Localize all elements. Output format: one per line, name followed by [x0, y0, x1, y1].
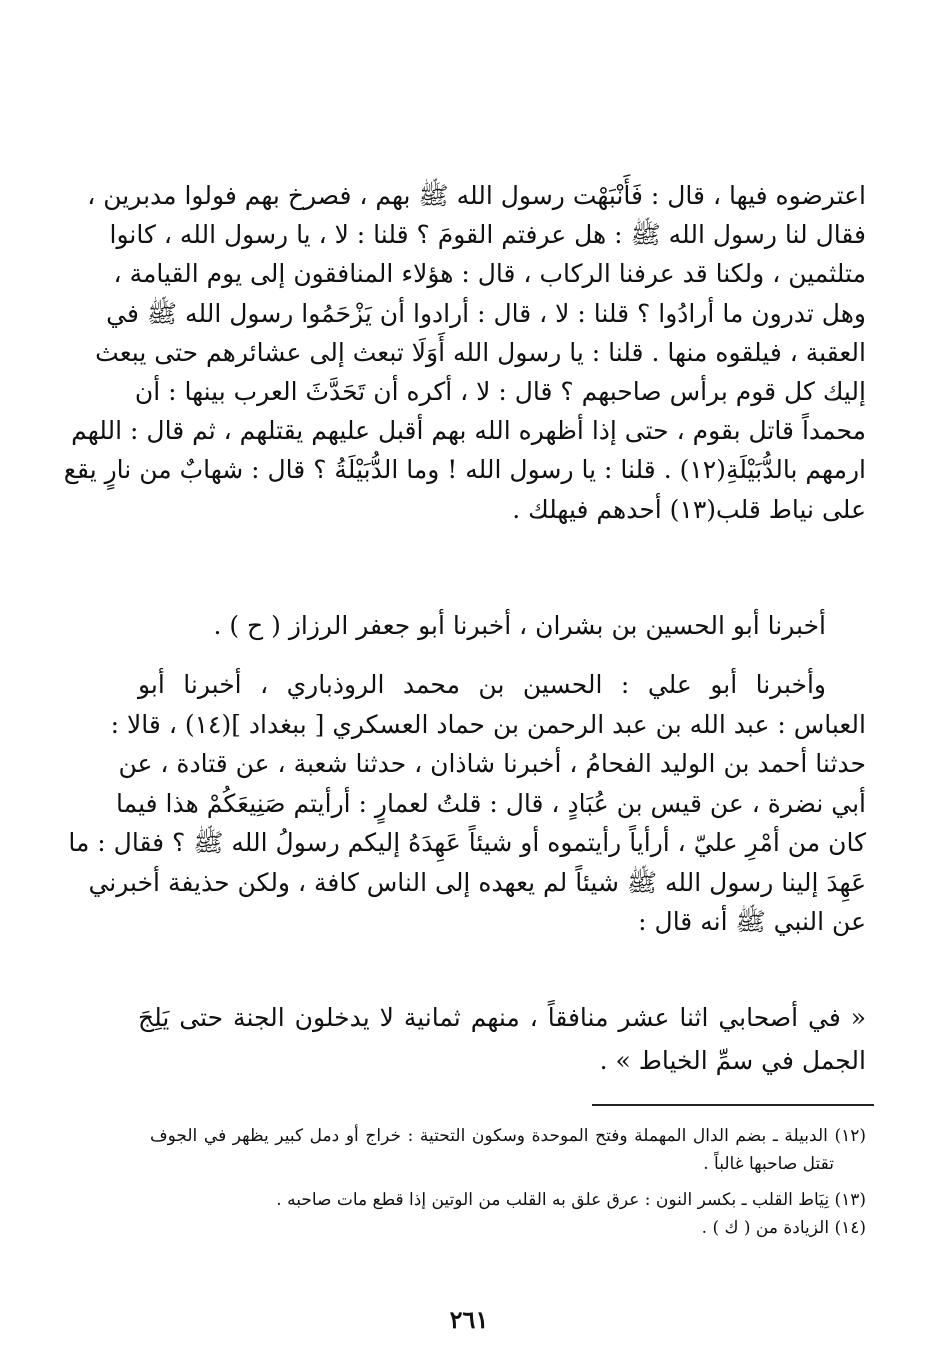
text-line: الجمل في سمِّ الخياط » . — [599, 1046, 866, 1075]
paragraph-hadith-quote — [138, 996, 866, 1082]
footnote-12: (١٢) الدبيلة ـ بضم الدال المهملة وفتح الموحدة وسكون التحتية : خراج أو دمل كبير يظهر في الجوف — [150, 1126, 866, 1146]
text-line: العباس : عبد الله بن عبد الرحمن بن حماد العسكري [ ببغداد ](١٤) ، قالا : — [110, 709, 866, 739]
text-line: العقبة ، فيلقوه منها . قلنا : يا رسول الله أَوَلَا تبعث إلى عشائرهم حتى يبعث — [95, 337, 866, 367]
paragraph-isnad-1 — [138, 606, 866, 645]
text-line: إليك كل قوم برأس صاحبهم ؟ قال : لا ، أكره أن تَحَدَّثَ العرب بينها : أن — [134, 376, 866, 406]
text-line: أبي نضرة ، عن قيس بن عُبَادٍ ، قال : قلتُ لعمارٍ : أرأيتم صَنِيعَكُمْ هذا فيما — [116, 788, 866, 818]
text-line: ارمهم بالدُّبَيْلَةِ(١٢) . قلنا : يا رسول الله ! وما الدُّبَيْلَةُ ؟ قال : شهابٌ من نارٍ يقع — [63, 455, 866, 485]
text-line: فقال لنا رسول الله ﷺ : هل عرفتم القومَ ؟ قلنا : لا ، يا رسول الله ، كانوا — [109, 220, 866, 250]
text-line: حدثنا أحمد بن الوليد الفحامُ ، أخبرنا شاذان ، حدثنا شعبة ، عن قتادة ، عن — [118, 749, 866, 778]
footnote-14: (١٤) الزيادة من ( ك ) . — [701, 1218, 866, 1238]
text-line: عن النبي ﷺ أنه قال : — [638, 907, 866, 936]
footnote-12-continuation: تقتل صاحبها غالباً . — [703, 1154, 834, 1174]
text-line: على نياط قلب(١٣) أحدهم فيهلك . — [512, 494, 866, 524]
text-line: اعترضوه فيها ، قال : فَأَنْبَهْت رسول الله ﷺ بهم ، فصرخ بهم فولوا مدبرين ، — [87, 181, 866, 210]
text-line: أخبرنا أبو الحسين بن بشران ، أخبرنا أبو جعفر الرزاز ( ح ) . — [213, 611, 826, 640]
text-line: محمداً قاتل بقوم ، حتى إذا أظهره الله بهم أقبل عليهم يقتلهم ، ثم قال : اللهم — [71, 416, 866, 446]
paragraph-narration — [63, 176, 866, 529]
footnote-divider — [592, 1104, 874, 1106]
text-line: وهل تدرون ما أرادُوا ؟ قلنا : لا ، قال : أرادوا أن يَزْحَمُوا رسول الله ﷺ في — [106, 298, 866, 328]
text-line: كان من أمْرِ عليّ ، أرأياً رأيتموه أو شيئاً عَهِدَهُ إليكم رسولُ الله ﷺ ؟ فقال : ما — [68, 828, 866, 857]
text-line: عَهِدَ إلينا رسول الله ﷺ شيئاً لم يعهده إلى الناس كافة ، ولكن حذيفة أخبرني — [88, 867, 866, 897]
footnote-13: (١٣) نِيَاط القلب ـ بكسر النون : عرق علق به القلب من الوتين إذا قطع مات صاحبه . — [276, 1190, 866, 1210]
text-line: وأخبرنا أبو علي : الحسين بن محمد الروذباري ، أخبرنا أبو — [138, 670, 826, 699]
footnotes — [150, 1122, 866, 1242]
text-line: متلثمين ، ولكنا قد عرفنا الركاب ، قال : هؤلاء المنافقون إلى يوم القيامة ، — [113, 259, 866, 289]
text-line: « في أصحابي اثنا عشر منافقاً ، منهم ثمانية لا يدخلون الجنة حتى يَلِجَ — [138, 1003, 866, 1032]
page-number: ٢٦١ — [449, 1305, 489, 1334]
paragraph-isnad-2 — [68, 665, 866, 942]
